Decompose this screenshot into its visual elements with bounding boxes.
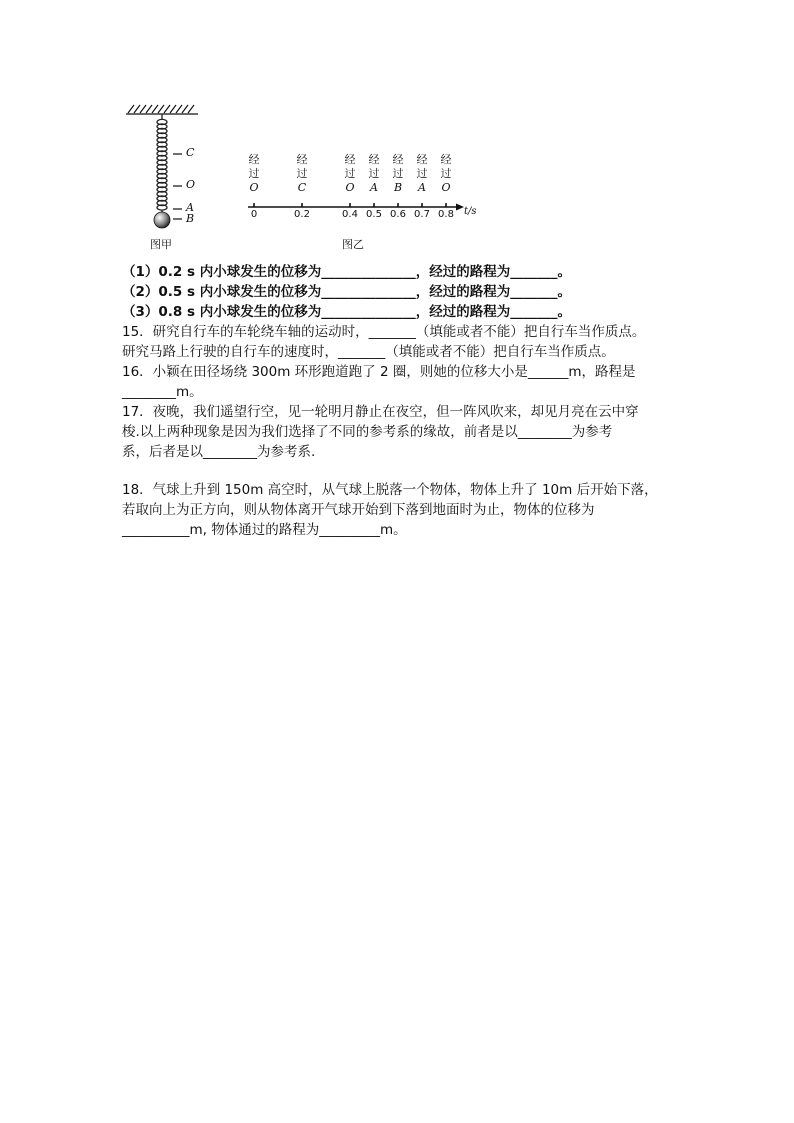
tick-label: 0 bbox=[250, 209, 258, 220]
tick-label: 0.6 bbox=[390, 209, 406, 220]
timeline-word-1: 经 bbox=[392, 153, 404, 166]
tick-label: 0.4 bbox=[342, 209, 358, 220]
timeline-word-2: 过 bbox=[344, 167, 356, 180]
spring-label-o: O bbox=[186, 178, 196, 191]
question-14-1: （1）0.2 s 内小球发生的位移为______________，经过的路程为_______。 bbox=[122, 264, 571, 280]
timeline-word-2: 过 bbox=[416, 167, 428, 180]
timeline-word-2: 过 bbox=[296, 167, 308, 180]
question-17-line-2: 梭.以上两种现象是因为我们选择了不同的参考系的缘故，前者是以________为参考 bbox=[122, 424, 613, 440]
timeline-point: A bbox=[370, 181, 378, 194]
timeline-point: O bbox=[441, 181, 451, 194]
timeline-word-2: 过 bbox=[440, 167, 452, 180]
paragraph-gap bbox=[122, 462, 682, 480]
timeline-point: B bbox=[393, 181, 403, 194]
timeline-word-2: 过 bbox=[392, 167, 404, 180]
question-16-line-1: 16．小颖在田径场绕 300m 环形跑道跑了 2 圈，则她的位移大小是______m，路程是 bbox=[122, 364, 636, 380]
spring-label-a: A bbox=[186, 201, 194, 214]
ceiling-hatch bbox=[126, 105, 198, 114]
question-15-line-2: 研究马路上行驶的自行车的速度时，_______（填能或者不能）把自行车当作质点。 bbox=[122, 344, 615, 360]
question-14-2: （2）0.5 s 内小球发生的位移为______________，经过的路程为_______。 bbox=[122, 284, 571, 300]
timeline-word-1: 经 bbox=[368, 153, 380, 166]
question-18-line-2: 若取向上为正方向，则从物体离开气球开始到下落到地面时为止，物体的位移为 bbox=[122, 502, 595, 518]
spring-markers bbox=[173, 154, 182, 219]
question-text bbox=[122, 262, 682, 540]
ball bbox=[154, 212, 170, 228]
question-14-3: （3）0.8 s 内小球发生的位移为______________，经过的路程为_______。 bbox=[122, 304, 571, 320]
spring-label-c: C bbox=[186, 146, 195, 159]
tick-label: 0.2 bbox=[294, 209, 310, 220]
timeline-word-2: 过 bbox=[368, 167, 380, 180]
question-18-line-1: 18．气球上升到 150m 高空时，从气球上脱落一个物体，物体上升了 10m 后开始下落， bbox=[122, 482, 658, 498]
question-15-line-1: 15．研究自行车的车轮绕车轴的运动时，_______（填能或者不能）把自行车当作质点。 bbox=[122, 324, 646, 340]
question-16-line-2: ________m。 bbox=[122, 384, 203, 400]
axis-label: t/s bbox=[464, 206, 477, 217]
timeline-word-1: 经 bbox=[248, 153, 260, 166]
timeline-word-1: 经 bbox=[416, 153, 428, 166]
figure-caption-yi: 图乙 bbox=[342, 238, 364, 251]
timeline-point: O bbox=[345, 181, 355, 194]
figure-caption-jia: 图甲 bbox=[150, 238, 172, 251]
timeline-point: O bbox=[249, 181, 259, 194]
question-18-line-3: __________m, 物体通过的路程为_________m。 bbox=[122, 522, 407, 538]
tick-label: 0.8 bbox=[438, 209, 454, 220]
timeline-point: C bbox=[297, 181, 307, 194]
figure bbox=[118, 100, 498, 255]
tick-label: 0.7 bbox=[414, 209, 430, 220]
question-17-line-3: 系，后者是以________为参考系. bbox=[122, 444, 316, 460]
timeline-word-1: 经 bbox=[344, 153, 356, 166]
timeline-axis bbox=[248, 203, 460, 207]
spring-label-b: B bbox=[186, 212, 195, 225]
spring bbox=[157, 114, 167, 213]
tick-label: 0.5 bbox=[366, 209, 382, 220]
question-17-line-1: 17．夜晚，我们遥望行空，见一轮明月静止在夜空，但一阵风吹来，却见月亮在云中穿 bbox=[122, 404, 639, 420]
timeline-word-1: 经 bbox=[440, 153, 452, 166]
timeline-word-1: 经 bbox=[296, 153, 308, 166]
timeline-point: A bbox=[418, 181, 426, 194]
timeline-word-2: 过 bbox=[248, 167, 260, 180]
